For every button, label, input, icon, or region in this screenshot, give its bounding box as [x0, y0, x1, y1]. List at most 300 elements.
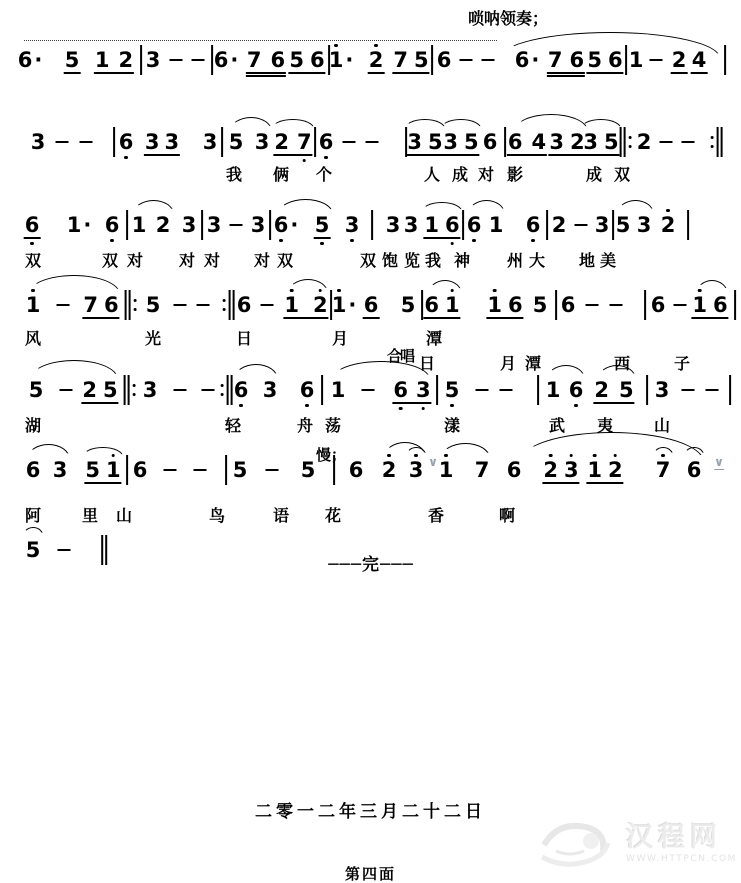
- dash-note: [500, 378, 513, 402]
- note-digit: 6: [300, 379, 315, 401]
- note: [284, 293, 327, 317]
- bar-stroke: [314, 127, 316, 157]
- note: [26, 458, 41, 482]
- note: [26, 293, 41, 317]
- bar-stroke: [225, 455, 227, 485]
- note: [53, 458, 68, 482]
- note-group: [364, 294, 379, 316]
- slur-arc: [332, 361, 430, 379]
- note-digit: 6: [213, 48, 229, 72]
- note-digit: 3: [345, 214, 360, 236]
- bar-stroke: [612, 210, 614, 240]
- note-group: [25, 214, 40, 236]
- note-digit: 5: [587, 48, 602, 72]
- beam-line-2: [547, 75, 585, 77]
- note: [445, 378, 460, 402]
- dash-note: [343, 130, 356, 154]
- note-group: [203, 131, 218, 153]
- dash-note: [575, 213, 588, 237]
- note: [687, 458, 702, 482]
- note-digit: 1: [692, 294, 707, 316]
- note-group: [31, 131, 46, 153]
- note: [543, 458, 578, 482]
- note-digit: 3: [202, 130, 218, 154]
- note-digit: 6: [526, 214, 541, 236]
- note-group: [587, 459, 622, 481]
- octave-dot-above: [493, 289, 496, 292]
- beam-line: [144, 154, 180, 156]
- note-group: [543, 459, 578, 481]
- note: [145, 130, 179, 154]
- lyric: 大: [528, 251, 546, 270]
- bar-stroke: [227, 375, 229, 405]
- note-digit: 6: [569, 48, 585, 72]
- note-group: [407, 131, 442, 153]
- note: [437, 48, 452, 72]
- note-group: [143, 379, 158, 401]
- bar-line: [504, 127, 506, 157]
- note: [515, 48, 540, 72]
- octave-dot-below: [279, 239, 282, 242]
- note: [25, 213, 40, 237]
- note-digit: 6: [234, 379, 249, 401]
- note-digit: 6: [508, 293, 523, 317]
- dash-note: [706, 378, 719, 402]
- note-digit: 6: [348, 458, 364, 482]
- note-group: [18, 49, 33, 71]
- note-digit: 4: [531, 130, 547, 154]
- score-line-5: [0, 378, 741, 435]
- tempo-label: 慢；: [315, 446, 347, 464]
- note-digit: 6: [104, 293, 119, 317]
- octave-dot-above: [334, 44, 337, 47]
- note: [507, 458, 522, 482]
- bar-line: [220, 375, 233, 405]
- bar-stroke: [546, 210, 548, 240]
- repeat-dots: [711, 136, 714, 148]
- tie-arc: [82, 447, 123, 457]
- note-group: [655, 379, 670, 401]
- octave-dot-below: [450, 404, 453, 407]
- note: [475, 458, 490, 482]
- beam-line: [368, 72, 385, 74]
- bar-line: [537, 375, 539, 405]
- dash: [362, 389, 375, 392]
- note-group: [301, 459, 316, 481]
- beam-line: [246, 72, 286, 74]
- bar-line: [225, 455, 227, 485]
- dash-note: [192, 48, 205, 72]
- dash-note: [80, 130, 93, 154]
- dash-note: [366, 130, 379, 154]
- dash: [610, 304, 623, 307]
- note-digit: 6: [560, 293, 576, 317]
- octave-dot-above: [337, 289, 340, 292]
- lyric: 神: [453, 251, 471, 270]
- bar-line: [101, 535, 107, 565]
- note-digit: 3: [594, 213, 610, 237]
- beam-line: [423, 237, 460, 239]
- note: [85, 458, 120, 482]
- note-digit: 5: [615, 213, 631, 237]
- note-group: [382, 459, 397, 481]
- note-digit: 6: [608, 48, 623, 72]
- dash-note: [682, 378, 695, 402]
- note: [182, 213, 197, 237]
- note-digit: 3: [254, 130, 270, 154]
- bar-stroke: [231, 375, 233, 405]
- note-group: [692, 294, 727, 316]
- bar-line: [625, 45, 627, 75]
- dash: [56, 141, 69, 144]
- tie-arc: [23, 527, 44, 537]
- bar-stroke: [504, 127, 506, 157]
- augmentation-dot: ·: [290, 213, 299, 237]
- bar-stroke: [126, 455, 128, 485]
- note: [424, 213, 459, 237]
- note-digit: 3: [142, 378, 158, 402]
- note-digit: 2: [671, 48, 687, 72]
- lyric-chorus: 月: [499, 354, 517, 373]
- note-digit: 6: [424, 293, 439, 317]
- lyric: 我: [225, 165, 243, 184]
- note-group: [349, 459, 364, 481]
- bar-line: [211, 45, 213, 75]
- dash: [660, 141, 673, 144]
- note-digit: 3: [52, 458, 68, 482]
- bar-line: [126, 210, 128, 240]
- note: [393, 378, 430, 402]
- note: [95, 48, 133, 72]
- note-group: [437, 49, 452, 71]
- dash: [650, 59, 663, 62]
- note: [146, 48, 161, 72]
- lyric-chorus: 西: [613, 354, 631, 373]
- note-digit: 4: [691, 48, 707, 72]
- dash: [586, 304, 599, 307]
- note-digit: 6: [319, 131, 334, 153]
- octave-dot-below: [451, 242, 454, 245]
- bar-stroke: [729, 375, 731, 405]
- note-digit: 6: [274, 214, 289, 236]
- note-digit: 1: [545, 378, 561, 402]
- note: [489, 213, 504, 237]
- lyric: 轻: [224, 416, 242, 435]
- dash-note: [610, 293, 623, 317]
- lyric: 光: [144, 329, 162, 348]
- dash: [575, 224, 588, 227]
- note: [301, 458, 316, 482]
- dash: [500, 389, 513, 392]
- note: [203, 130, 218, 154]
- note-group: [424, 214, 459, 236]
- note-digit: 6: [467, 214, 482, 236]
- note-digit: 5: [464, 130, 479, 154]
- note-digit: 3: [262, 378, 278, 402]
- note: [83, 293, 118, 317]
- bar-stroke: [724, 45, 726, 75]
- bar-stroke: [113, 127, 115, 157]
- dash: [60, 389, 73, 392]
- bar-line: [221, 127, 223, 157]
- note-digit: 1: [131, 213, 147, 237]
- note: [382, 458, 397, 482]
- note: [656, 458, 671, 482]
- bar-stroke: [537, 375, 539, 405]
- dash-note: [261, 293, 274, 317]
- bar-line: [125, 290, 138, 320]
- note: [331, 378, 346, 402]
- note-digit: 3: [416, 379, 431, 401]
- note-digit: 1: [26, 294, 41, 316]
- bar-stroke: [221, 127, 223, 157]
- note-group: [487, 294, 522, 316]
- note-group: [229, 131, 244, 153]
- note: [214, 48, 239, 72]
- lyric: 俩: [272, 165, 290, 184]
- dash-note: [57, 293, 70, 317]
- note-digit: 1: [66, 213, 82, 237]
- augmentation-dot: ·: [34, 48, 43, 72]
- lyric: 双: [24, 251, 42, 270]
- tie-arc: [421, 202, 462, 212]
- note: [424, 293, 459, 317]
- slur-arc: [696, 280, 728, 294]
- octave-dot-below: [531, 239, 534, 242]
- note: [263, 378, 278, 402]
- note-group: [445, 379, 460, 401]
- note-digit: 5: [28, 378, 44, 402]
- beam-line: [586, 482, 623, 484]
- note-group: [85, 459, 120, 481]
- dash: [706, 389, 719, 392]
- note: [237, 293, 252, 317]
- beam-line: [671, 72, 688, 74]
- note-digit: 5: [400, 293, 416, 317]
- dash-note: [174, 378, 187, 402]
- beam-line: [82, 317, 119, 319]
- slur-arc: [28, 275, 120, 294]
- lyric: 美: [599, 251, 617, 270]
- lyric: 对: [253, 251, 271, 270]
- bar-line: [555, 290, 557, 320]
- beam-line: [507, 154, 547, 156]
- note-group: [483, 131, 498, 153]
- beam-line: [547, 72, 585, 74]
- note-group: [443, 131, 478, 153]
- lyric: 湖: [24, 416, 42, 435]
- note: [595, 213, 610, 237]
- note: [143, 378, 158, 402]
- bar-line: [729, 375, 731, 405]
- dash: [230, 224, 243, 227]
- dash: [482, 59, 495, 62]
- note-group: [467, 214, 482, 236]
- bar-line: [431, 45, 433, 75]
- lyric: 鸟: [208, 506, 226, 525]
- note-group: [332, 294, 347, 316]
- note: [300, 378, 315, 402]
- note-group: [549, 131, 584, 153]
- note-digit: 6: [506, 458, 522, 482]
- slur-arc: [514, 114, 588, 131]
- note: [549, 130, 584, 154]
- note-digit: 3: [145, 48, 161, 72]
- beam-line: [94, 72, 134, 74]
- bar-stroke: [269, 210, 271, 240]
- note: [315, 213, 330, 237]
- note-digit: 7: [474, 458, 490, 482]
- note-digit: 6: [236, 293, 252, 317]
- note-digit: 3: [564, 459, 579, 481]
- bar-stroke: [101, 535, 103, 565]
- dash-note: [194, 458, 207, 482]
- dash: [57, 304, 70, 307]
- note-group: [507, 459, 522, 481]
- dotted-guide-line: [24, 40, 497, 41]
- note-group: [409, 459, 424, 481]
- octave-dot-below: [305, 404, 308, 407]
- dash: [80, 141, 93, 144]
- bar-line: [113, 127, 115, 157]
- note: [487, 293, 522, 317]
- beam-line: [84, 482, 121, 484]
- note: [692, 293, 727, 317]
- note-digit: 7: [297, 131, 312, 153]
- note: [345, 213, 360, 237]
- bar-stroke: [126, 210, 128, 240]
- note: [637, 213, 652, 237]
- slur-arc: [617, 200, 654, 214]
- note-digit: 6: [105, 214, 120, 236]
- lyric: 成: [451, 165, 469, 184]
- beam-line: [64, 72, 81, 74]
- octave-dot-below: [422, 407, 425, 410]
- bar-line: [371, 210, 373, 240]
- lyric: 成: [585, 165, 603, 184]
- note: [401, 293, 416, 317]
- note-group: [548, 49, 584, 71]
- slur-arc: [441, 443, 490, 458]
- chorus-label: 合唱: [386, 347, 414, 365]
- note-digit: 1: [329, 49, 344, 71]
- note-group: [587, 49, 622, 71]
- octave-dot-below: [574, 404, 577, 407]
- augmentation-dot: ·: [230, 48, 239, 72]
- note-digit: 6: [25, 458, 41, 482]
- slur-arc: [468, 200, 505, 214]
- note-digit: 7: [656, 459, 671, 481]
- note-group: [26, 459, 41, 481]
- dash-note: [362, 378, 375, 402]
- lyric: 人: [423, 165, 441, 184]
- note-group: [82, 379, 117, 401]
- octave-dot-below: [399, 407, 402, 410]
- dash: [343, 141, 356, 144]
- bar-stroke: [201, 210, 203, 240]
- note-group: [616, 214, 631, 236]
- bar-line: [646, 375, 648, 405]
- note-digit: 2: [369, 49, 384, 71]
- note-digit: 1: [94, 48, 110, 72]
- page-number: 第四面: [344, 865, 396, 883]
- note: [207, 213, 222, 237]
- note: [393, 48, 428, 72]
- note: [329, 48, 354, 72]
- augmentation-dot: ·: [531, 48, 540, 72]
- note: [548, 48, 584, 72]
- note-digit: 5: [145, 293, 161, 317]
- lyric: 对: [126, 251, 144, 270]
- beam-line: [406, 154, 443, 156]
- note: [18, 48, 43, 72]
- repeat-dots: [221, 384, 224, 396]
- note-digit: 5: [289, 48, 304, 72]
- octave-dot-below: [320, 242, 323, 245]
- beam-line: [288, 72, 325, 74]
- dash-note: [482, 48, 495, 72]
- lyric: 舟: [296, 416, 314, 435]
- bar-stroke: [623, 127, 625, 157]
- bar-stroke: [140, 45, 142, 75]
- dash: [674, 304, 687, 307]
- note-digit: 2: [274, 130, 289, 154]
- note-group: [146, 49, 161, 71]
- dash: [202, 389, 215, 392]
- note-group: [475, 459, 490, 481]
- octave-dot-above: [666, 209, 669, 212]
- slur-arc: [30, 360, 118, 379]
- note-group: [53, 459, 68, 481]
- beam-line: [392, 72, 429, 74]
- dash-note: [586, 293, 599, 317]
- bar-line: [140, 45, 142, 75]
- note: [407, 130, 442, 154]
- breath-mark-wrap: [714, 455, 724, 482]
- bar-stroke: [687, 210, 689, 240]
- note: [569, 378, 584, 402]
- bar-stroke: [646, 375, 648, 405]
- lyric: 夷: [596, 416, 614, 435]
- lyric: 影: [506, 165, 524, 184]
- note-digit: 5: [232, 458, 248, 482]
- note: [67, 213, 92, 237]
- note-digit: 2: [313, 294, 328, 316]
- note: [629, 48, 644, 72]
- bar-line: [126, 455, 128, 485]
- note: [587, 458, 622, 482]
- octave-dot-below: [110, 239, 113, 242]
- note: [508, 130, 546, 154]
- dash-note: [660, 130, 673, 154]
- note: [483, 130, 498, 154]
- repeat-dots: [223, 299, 226, 311]
- dash-note: [266, 458, 279, 482]
- tie-arc: [406, 447, 427, 457]
- note: [692, 48, 707, 72]
- dash: [261, 304, 274, 307]
- dash: [682, 389, 695, 392]
- lyric: 双: [276, 251, 294, 270]
- note: [533, 293, 548, 317]
- watermark-text: [626, 823, 737, 864]
- octave-dot-below: [124, 156, 127, 159]
- dash: [170, 59, 183, 62]
- note-digit: 3: [385, 213, 401, 237]
- note-group: [526, 214, 541, 236]
- note: [119, 130, 134, 154]
- octave-dot-below: [350, 239, 353, 242]
